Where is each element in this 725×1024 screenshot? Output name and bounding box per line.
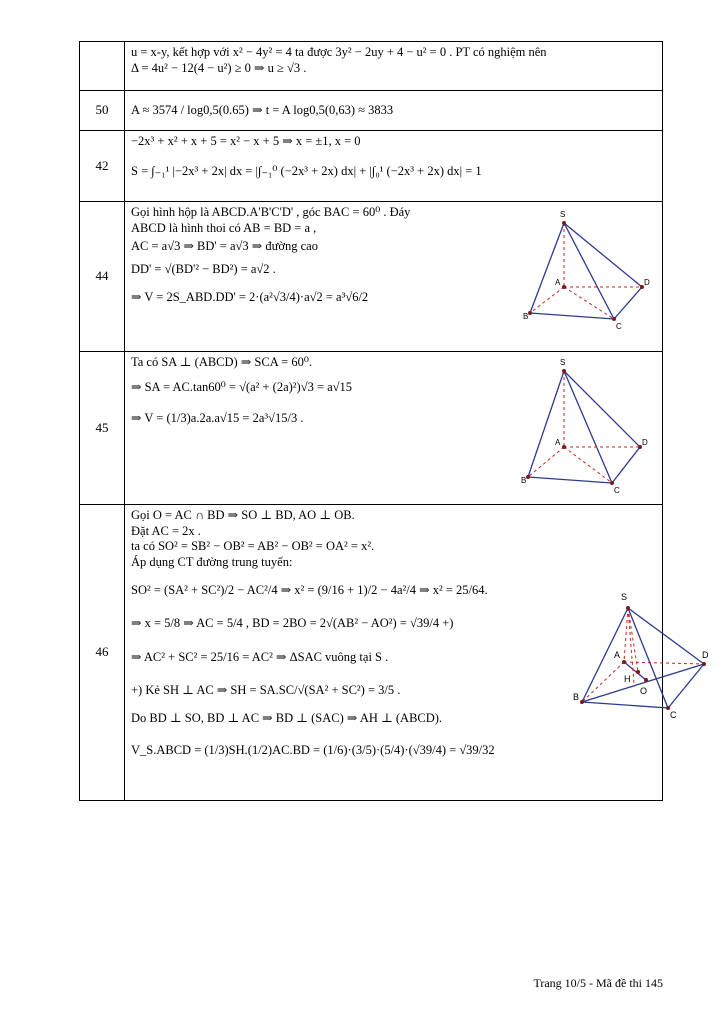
math-line: Do BD ⊥ SO, BD ⊥ AC ⇒ BD ⊥ (SAC) ⇒ AH ⊥ (ABCD). xyxy=(131,711,443,725)
math-line: ⇒ V = (1/3)a.2a.a√15 = 2a³√15/3 . xyxy=(131,411,304,426)
math-line: S = ∫₋₁¹ |−2x³ + 2x| dx = |∫₋₁⁰ (−2x³ + 2x) dx| + |∫₀¹ (−2x³ + 2x) dx| = 1 xyxy=(131,163,482,178)
math-line: A ≈ 3574 / log0,5(0.65) ⇒ t = A log0,5(0,63) ≈ 3833 xyxy=(131,102,394,117)
math-line: AC = a√3 ⇒ BD' = a√3 ⇒ đường cao xyxy=(131,239,318,254)
vertex-label: C xyxy=(669,709,676,720)
solution-table xyxy=(79,41,708,801)
math-line: −2x³ + x² + x + 5 = x² − x + 5 ⇒ x = ±1, x = 0 xyxy=(131,134,361,148)
table-row xyxy=(80,91,663,131)
table-row xyxy=(80,42,663,91)
row-number: 44 xyxy=(80,202,125,352)
math-line: V_S.ABCD = (1/3)SH.(1/2)AC.BD = (1/6)·(3/5)·(5/4)·(√39/4) = √39/32 xyxy=(131,742,495,757)
math-line: u = x-y, kết hợp với x² − 4y² = 4 ta được 3y² − 2uy + 4 − u² = 0 . PT có nghiệm nên xyxy=(131,45,547,59)
math-line: ta có SO² = SB² − OB² = AB² − OB² = OA² = x². xyxy=(131,539,375,554)
vertex-label: D xyxy=(644,278,650,287)
row-content xyxy=(125,42,663,91)
row-number xyxy=(80,42,125,91)
table-row xyxy=(80,131,663,202)
math-line: Δ = 4u² − 12(4 − u²) ≥ 0 ⇒ u ≥ √3 . xyxy=(131,60,307,75)
pyramid-figure xyxy=(572,588,722,748)
row-number: 45 xyxy=(80,352,125,505)
row-number: 42 xyxy=(80,131,125,202)
vertex-label: S xyxy=(560,358,566,367)
vertex-label: A xyxy=(613,649,620,660)
math-line: ⇒ V = 2S_ABD.DD' = 2·(a²√3/4)·a√2 = a³√6/2 xyxy=(131,289,369,304)
pyramid-figure xyxy=(516,355,656,495)
math-line: ABCD là hình thoi có AB = BD = a , xyxy=(131,220,317,235)
vertex-label: A xyxy=(555,278,561,287)
vertex-label: H xyxy=(623,673,630,684)
vertex-label: D xyxy=(642,438,648,447)
math-line: ⇒ x = 5/8 ⇒ AC = 5/4 , BD = 2BO = 2√(AB² − AO²) = √39/4 +) xyxy=(131,616,454,631)
row-content xyxy=(125,352,663,505)
vertex-label: C xyxy=(616,322,622,331)
math-line: ⇒ AC² + SC² = 25/16 = AC² ⇒ ΔSAC vuông tại S . xyxy=(131,649,389,664)
vertex-label: A xyxy=(555,438,561,447)
vertex-label: O xyxy=(639,685,647,696)
math-line: DD' = √(BD'² − BD²) = a√2 . xyxy=(131,261,276,276)
vertex-label: B xyxy=(572,691,579,702)
table-row xyxy=(80,352,663,505)
vertex-label: S xyxy=(620,591,627,602)
pyramid-figure xyxy=(516,205,656,335)
math-line: +) Kẻ SH ⊥ AC ⇒ SH = SA.SC/√(SA² + SC²) = 3/5 . xyxy=(131,683,401,698)
math-line: Gọi hình hộp là ABCD.A'B'C'D' , góc BAC = 60⁰ . Đáy xyxy=(131,205,411,219)
row-number: 46 xyxy=(80,505,125,801)
row-content xyxy=(125,131,663,202)
vertex-label: D xyxy=(701,649,708,660)
row-content xyxy=(125,91,663,131)
row-content xyxy=(125,505,708,801)
table-row xyxy=(80,202,663,352)
vertex-label: C xyxy=(614,486,620,495)
page-footer: Trang 10/5 - Mã đề thi 145 xyxy=(533,976,663,990)
math-line: Đặt AC = 2x . xyxy=(131,523,201,538)
vertex-label: B xyxy=(523,312,529,321)
row-content xyxy=(125,202,663,352)
math-line: Gọi O = AC ∩ BD ⇒ SO ⊥ BD, AO ⊥ OB. xyxy=(131,508,355,522)
math-line: Ta có SA ⊥ (ABCD) ⇒ SCA = 60⁰. xyxy=(131,355,312,369)
vertex-label: B xyxy=(521,476,527,485)
table-row xyxy=(80,505,663,801)
vertex-label: S xyxy=(560,210,566,219)
math-line: SO² = (SA² + SC²)/2 − AC²/4 ⇒ x² = (9/16 + 1)/2 − 4a²/4 ⇒ x² = 25/64. xyxy=(131,582,488,597)
math-line: Áp dụng CT đường trung tuyến: xyxy=(131,554,293,569)
math-line: ⇒ SA = AC.tan60⁰ = √(a² + (2a)²)√3 = a√15 xyxy=(131,379,353,394)
row-number: 50 xyxy=(80,91,125,131)
